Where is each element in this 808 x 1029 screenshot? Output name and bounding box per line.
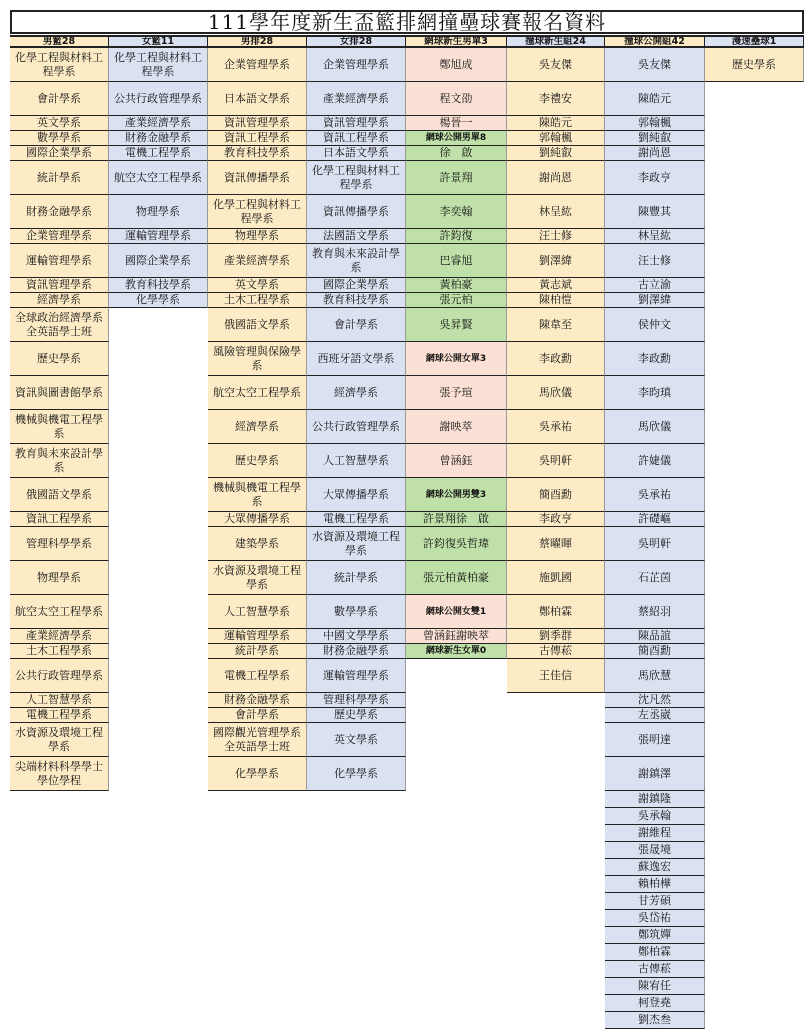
table-cell: 吳岱祐 — [605, 910, 705, 927]
table-cell: 化學工程與材料工程學系 — [10, 48, 109, 82]
table-cell: 林呈紘 — [507, 195, 605, 229]
column-header: 女籃11 — [109, 35, 208, 48]
table-cell: 機械與機電工程學系 — [208, 478, 307, 512]
table-cell: 蘇逸宏 — [605, 859, 705, 876]
table-cell: 人工智慧學系 — [307, 444, 406, 478]
table-cell: 國際觀光管理學系全英語學士班 — [208, 723, 307, 757]
table-cell: 電機工程學系 — [307, 512, 406, 527]
table-cell: 施凱國 — [507, 561, 605, 595]
table-cell: 會計學系 — [307, 308, 406, 342]
table-cell: 馬欣儀 — [507, 376, 605, 410]
table-cell: 公共行政管理學系 — [10, 659, 109, 693]
table-cell: 化學學系 — [307, 757, 406, 791]
table-cell: 謝映萃 — [406, 410, 507, 444]
table-cell: 企業管理學系 — [208, 48, 307, 82]
table-cell: 企業管理學系 — [307, 48, 406, 82]
table-cell: 運輸管理學系 — [307, 659, 406, 693]
table-cell: 鄭柏霖 — [507, 595, 605, 629]
table-cell: 公共行政管理學系 — [307, 410, 406, 444]
table-cell: 吳明軒 — [507, 444, 605, 478]
table-cell: 蔡曜暉 — [507, 527, 605, 561]
table-cell: 謝鎮隆 — [605, 791, 705, 808]
table-cell: 許鈞復 — [406, 229, 507, 244]
column-header: 男排28 — [208, 35, 307, 48]
table-cell: 李政亨 — [507, 512, 605, 527]
table-cell: 張元柏 — [406, 293, 507, 308]
table-cell: 甘芳碩 — [605, 893, 705, 910]
table-cell: 管理科學學系 — [10, 527, 109, 561]
table-cell: 財務金融學系 — [10, 195, 109, 229]
table-cell: 英文學系 — [208, 278, 307, 293]
table-cell: 吳友傑 — [507, 48, 605, 82]
table-cell: 教育與未來設計學系 — [10, 444, 109, 478]
table-cell: 曾涵鈺謝映萃 — [406, 629, 507, 644]
table-cell: 郭翰楓 — [507, 131, 605, 146]
table-cell: 鄭旭成 — [406, 48, 507, 82]
table-cell: 網球公開男單8 — [406, 131, 507, 146]
table-cell: 石芷茵 — [605, 561, 705, 595]
table-cell: 古傳菘 — [507, 644, 605, 659]
table-cell: 人工智慧學系 — [208, 595, 307, 629]
table-cell: 管理科學學系 — [307, 693, 406, 708]
table-cell: 資訊工程學系 — [10, 512, 109, 527]
page-title: 111學年度新生盃籃排網撞壘球賽報名資料 — [10, 10, 804, 34]
table-cell: 公共行政管理學系 — [109, 82, 208, 116]
table-cell: 謝尚恩 — [605, 146, 705, 161]
table-cell: 財務金融學系 — [208, 693, 307, 708]
table-cell: 資訊傳播學系 — [307, 195, 406, 229]
table-cell: 陳皓元 — [507, 116, 605, 131]
table-cell: 資訊與圖書館學系 — [10, 376, 109, 410]
table-cell: 陳皓元 — [605, 82, 705, 116]
table-cell: 化學學系 — [109, 293, 208, 308]
table-cell: 尖端材料科學學士學位學程 — [10, 757, 109, 791]
table-cell: 化學工程與材料工程學系 — [307, 161, 406, 195]
table-cell: 國際企業學系 — [10, 146, 109, 161]
table-cell: 水資源及環境工程學系 — [10, 723, 109, 757]
table-cell: 王佳信 — [507, 659, 605, 693]
table-cell: 資訊管理學系 — [208, 116, 307, 131]
table-cell: 資訊傳播學系 — [208, 161, 307, 195]
table-cell: 古立渝 — [605, 278, 705, 293]
table-cell: 張予瑄 — [406, 376, 507, 410]
table-cell: 歷史學系 — [10, 342, 109, 376]
table-cell: 統計學系 — [208, 644, 307, 659]
table-cell: 林呈紘 — [605, 229, 705, 244]
table-cell: 統計學系 — [307, 561, 406, 595]
table-cell: 大眾傳播學系 — [208, 512, 307, 527]
table-cell: 經濟學系 — [307, 376, 406, 410]
table-cell: 統計學系 — [10, 161, 109, 195]
table-cell: 歷史學系 — [208, 444, 307, 478]
table-cell: 資訊工程學系 — [307, 131, 406, 146]
table-cell: 數學學系 — [10, 131, 109, 146]
table-cell: 許鈞復吳哲瑋 — [406, 527, 507, 561]
table-cell: 電機工程學系 — [208, 659, 307, 693]
table-cell: 財務金融學系 — [109, 131, 208, 146]
table-cell: 簡酉勳 — [605, 644, 705, 659]
table-cell: 張明達 — [605, 723, 705, 757]
table-cell: 航空太空工程學系 — [109, 161, 208, 195]
table-cell: 歷史學系 — [307, 708, 406, 723]
table-cell: 馬欣儀 — [605, 410, 705, 444]
table-cell: 侯仲文 — [605, 308, 705, 342]
table-cell: 西班牙語文學系 — [307, 342, 406, 376]
table-cell: 英文學系 — [307, 723, 406, 757]
table-cell: 物理學系 — [208, 229, 307, 244]
table-cell: 賴柏樺 — [605, 876, 705, 893]
column-header: 撞球新生組24 — [507, 35, 605, 48]
table-cell: 產業經濟學系 — [10, 629, 109, 644]
table-cell: 左丞崴 — [605, 708, 705, 723]
table-cell: 航空太空工程學系 — [208, 376, 307, 410]
table-cell: 李昀瑱 — [605, 376, 705, 410]
table-cell: 謝維程 — [605, 825, 705, 842]
table-cell: 吳明軒 — [605, 527, 705, 561]
table-cell: 汪士修 — [605, 244, 705, 278]
table-cell: 汪士修 — [507, 229, 605, 244]
table-cell: 黃志斌 — [507, 278, 605, 293]
table-cell: 人工智慧學系 — [10, 693, 109, 708]
table-cell: 大眾傳播學系 — [307, 478, 406, 512]
table-cell: 吳承祐 — [605, 478, 705, 512]
table-cell: 物理學系 — [10, 561, 109, 595]
table-cell: 產業經濟學系 — [307, 82, 406, 116]
table-cell: 物理學系 — [109, 195, 208, 229]
table-cell: 陳品誼 — [605, 629, 705, 644]
table-cell: 網球公開女雙1 — [406, 595, 507, 629]
table-cell: 會計學系 — [10, 82, 109, 116]
table-cell: 徐 啟 — [406, 146, 507, 161]
table-cell: 資訊管理學系 — [10, 278, 109, 293]
table-cell: 資訊管理學系 — [307, 116, 406, 131]
table-cell: 資訊工程學系 — [208, 131, 307, 146]
table-cell: 李政亨 — [605, 161, 705, 195]
table-cell: 教育與未來設計學系 — [307, 244, 406, 278]
table-cell: 許景翔徐 啟 — [406, 512, 507, 527]
table-cell: 國際企業學系 — [307, 278, 406, 293]
table-cell: 李政勳 — [605, 342, 705, 376]
table-cell: 日本語文學系 — [307, 146, 406, 161]
table-cell: 陳豐其 — [605, 195, 705, 229]
table-cell: 鄭筑嬋 — [605, 927, 705, 944]
table-cell: 教育科技學系 — [208, 146, 307, 161]
table-cell: 蔡紹羽 — [605, 595, 705, 629]
table-cell: 教育科技學系 — [307, 293, 406, 308]
table-cell: 俄國語文學系 — [10, 478, 109, 512]
table-cell: 巴睿旭 — [406, 244, 507, 278]
table-cell: 網球公開男雙3 — [406, 478, 507, 512]
table-cell: 化學工程與材料工程學系 — [208, 195, 307, 229]
table-cell: 國際企業學系 — [109, 244, 208, 278]
table-cell: 張晟境 — [605, 842, 705, 859]
table-cell: 郭翰楓 — [605, 116, 705, 131]
table-cell: 劉純叡 — [507, 146, 605, 161]
table-cell: 柯登堯 — [605, 995, 705, 1012]
table-cell: 劉純叡 — [605, 131, 705, 146]
table-cell: 經濟學系 — [208, 410, 307, 444]
table-cell: 吳承翰 — [605, 808, 705, 825]
table-cell: 歷史學系 — [705, 48, 804, 82]
table-cell: 黃柏豪 — [406, 278, 507, 293]
table-cell: 法國語文學系 — [307, 229, 406, 244]
table-cell: 李政勳 — [507, 342, 605, 376]
column-header: 女排28 — [307, 35, 406, 48]
table-cell: 機械與機電工程學系 — [10, 410, 109, 444]
table-cell: 陳宥任 — [605, 978, 705, 995]
table-cell: 簡酉勳 — [507, 478, 605, 512]
table-cell: 化學學系 — [208, 757, 307, 791]
table-cell: 全球政治經濟學系全英語學士班 — [10, 308, 109, 342]
table-cell: 俄國語文學系 — [208, 308, 307, 342]
table-cell: 電機工程學系 — [109, 146, 208, 161]
table-cell: 運輸管理學系 — [10, 244, 109, 278]
table-cell: 網球公開女單3 — [406, 342, 507, 376]
table-cell: 風險管理與保險學系 — [208, 342, 307, 376]
table-cell: 馬欣慧 — [605, 659, 705, 693]
column-header: 漫速壘球1 — [705, 35, 804, 48]
column-header: 撞球公開組42 — [605, 35, 705, 48]
table-cell: 英文學系 — [10, 116, 109, 131]
table-cell: 古傳菘 — [605, 961, 705, 978]
table-cell: 陳韋至 — [507, 308, 605, 342]
table-cell: 運輸管理學系 — [208, 629, 307, 644]
table-cell: 吳昇賢 — [406, 308, 507, 342]
table-cell: 劉澤緯 — [507, 244, 605, 278]
table-cell: 建築學系 — [208, 527, 307, 561]
table-cell: 沈凡然 — [605, 693, 705, 708]
table-cell: 謝鎮澤 — [605, 757, 705, 791]
table-cell: 水資源及環境工程學系 — [208, 561, 307, 595]
column-header: 網球新生男單3 — [406, 35, 507, 48]
table-cell: 會計學系 — [208, 708, 307, 723]
column-header: 男籃28 — [10, 35, 109, 48]
table-cell: 曾涵鈺 — [406, 444, 507, 478]
table-cell: 鄭柏霖 — [605, 944, 705, 961]
table-cell: 許礎嶇 — [605, 512, 705, 527]
table-cell: 劉杰叁 — [605, 1012, 705, 1029]
table-cell: 化學工程與材料工程學系 — [109, 48, 208, 82]
table-cell: 李禮安 — [507, 82, 605, 116]
table-cell: 產業經濟學系 — [208, 244, 307, 278]
table-cell: 土木工程學系 — [208, 293, 307, 308]
table-cell: 企業管理學系 — [10, 229, 109, 244]
table-cell: 教育科技學系 — [109, 278, 208, 293]
table-cell: 劉澤緯 — [605, 293, 705, 308]
table-cell: 許景翔 — [406, 161, 507, 195]
table-cell: 產業經濟學系 — [109, 116, 208, 131]
table-cell: 程文劭 — [406, 82, 507, 116]
table-cell: 楊晉一 — [406, 116, 507, 131]
table-cell: 財務金融學系 — [307, 644, 406, 659]
table-cell: 吳承祐 — [507, 410, 605, 444]
table-cell: 土木工程學系 — [10, 644, 109, 659]
table-cell: 日本語文學系 — [208, 82, 307, 116]
table-cell: 網球新生女單0 — [406, 644, 507, 659]
table-cell: 劉季群 — [507, 629, 605, 644]
table-cell: 李奕翰 — [406, 195, 507, 229]
table-cell: 電機工程學系 — [10, 708, 109, 723]
table-cell: 吳友傑 — [605, 48, 705, 82]
table-cell: 陳柏愷 — [507, 293, 605, 308]
table-cell: 運輸管理學系 — [109, 229, 208, 244]
table-cell: 航空太空工程學系 — [10, 595, 109, 629]
table-cell: 許婕儀 — [605, 444, 705, 478]
table-cell: 經濟學系 — [10, 293, 109, 308]
table-cell: 謝尚恩 — [507, 161, 605, 195]
table-cell: 中國文學學系 — [307, 629, 406, 644]
table-cell: 數學學系 — [307, 595, 406, 629]
table-cell: 水資源及環境工程學系 — [307, 527, 406, 561]
table-cell: 張元柏黃柏豪 — [406, 561, 507, 595]
